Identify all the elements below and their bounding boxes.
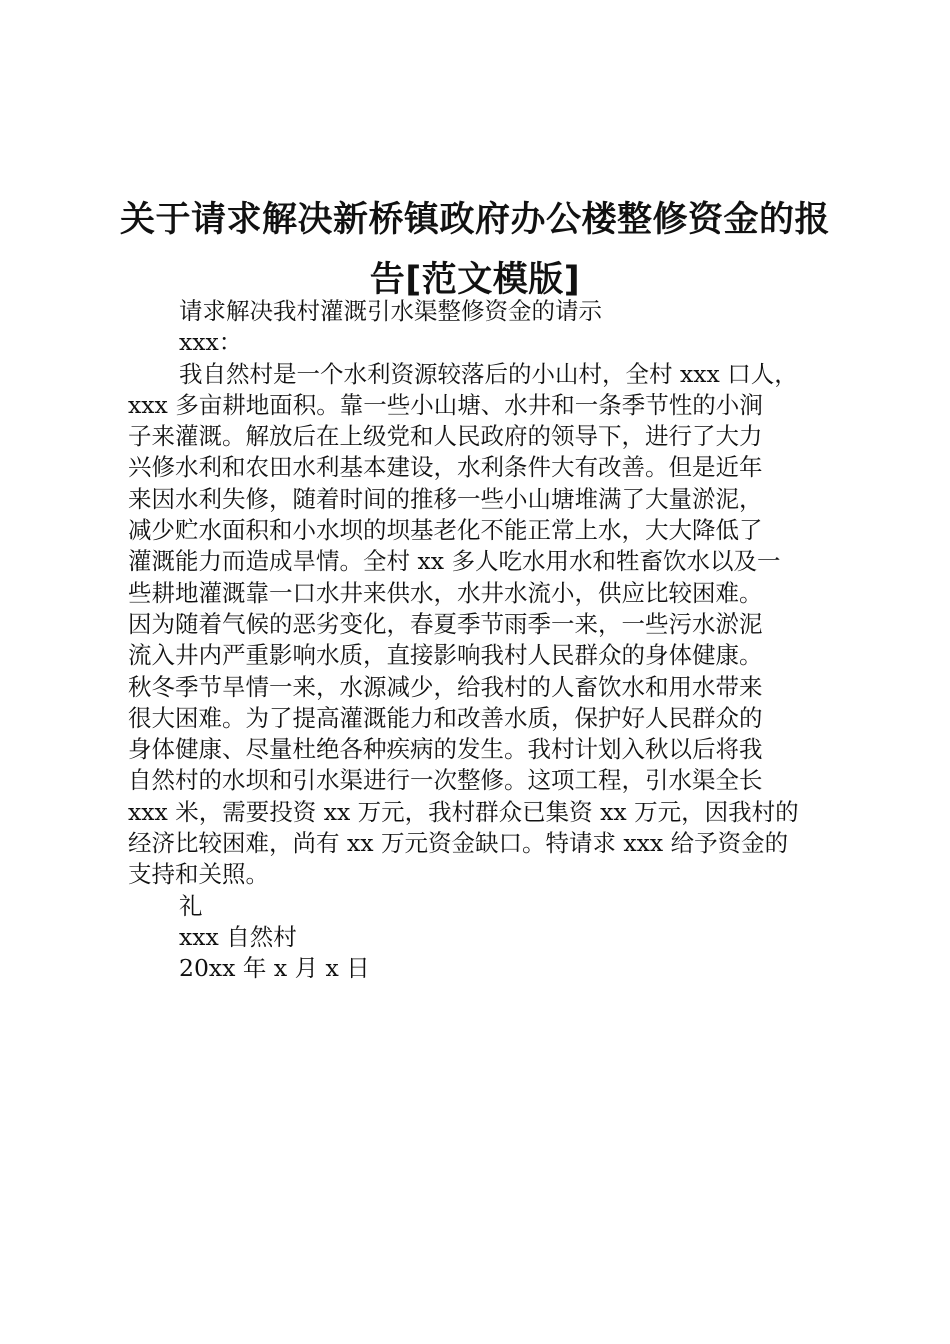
salutation: xxx： [179,328,243,357]
body-line: 来因水利失修，随着时间的推移一些小山塘堆满了大量淤泥， [128,484,763,513]
body-line: 流入井内严重影响水质，直接影响我村人民群众的身体健康。 [128,641,763,670]
body-line: 灌溉能力而造成旱情。全村 xx 多人吃水用水和牲畜饮水以及一 [128,547,781,576]
date: 20xx 年 x 月 x 日 [179,954,370,983]
closing: 礼 [179,891,203,920]
subtitle: 请求解决我村灌溉引水渠整修资金的请示 [179,297,602,325]
body-line: 经济比较困难，尚有 xx 万元资金缺口。特请求 xxx 给予资金的 [128,829,789,858]
body-line: 我自然村是一个水利资源较落后的小山村，全村 xxx 口人， [179,359,798,388]
title-line-1: 关于请求解决新桥镇政府办公楼整修资金的报 [119,200,830,240]
body-line: 些耕地灌溉靠一口水井来供水，水井水流小，供应比较困难。 [128,578,763,607]
body-paragraph [128,359,834,891]
body-line: 支持和关照。 [128,860,269,889]
signature: xxx 自然村 [179,922,297,951]
body-line: xxx 米，需要投资 xx 万元，我村群众已集资 xx 万元，因我村的 [128,797,799,826]
body-line: 身体健康、尽量杜绝各种疾病的发生。我村计划入秋以后将我 [128,735,763,764]
title-line-2: 告[范文模版] [369,260,581,300]
document-title [110,190,840,310]
body-line: 很大困难。为了提高灌溉能力和改善水质，保护好人民群众的 [128,703,763,732]
body-line: 秋冬季节旱情一来，水源减少，给我村的人畜饮水和用水带来 [128,672,763,701]
body-line: 因为随着气候的恶劣变化，春夏季节雨季一来，一些污水淤泥 [128,609,763,638]
body-line: 自然村的水坝和引水渠进行一次整修。这项工程，引水渠全长 [128,766,763,795]
body-line: 减少贮水面积和小水坝的坝基老化不能正常上水，大大降低了 [128,516,763,545]
body-line: 兴修水利和农田水利基本建设，水利条件大有改善。但是近年 [128,453,763,482]
body-line: 子来灌溉。解放后在上级党和人民政府的领导下，进行了大力 [128,422,763,451]
document-body [128,296,834,985]
body-line: xxx 多亩耕地面积。靠一些小山塘、水井和一条季节性的小涧 [128,390,763,419]
